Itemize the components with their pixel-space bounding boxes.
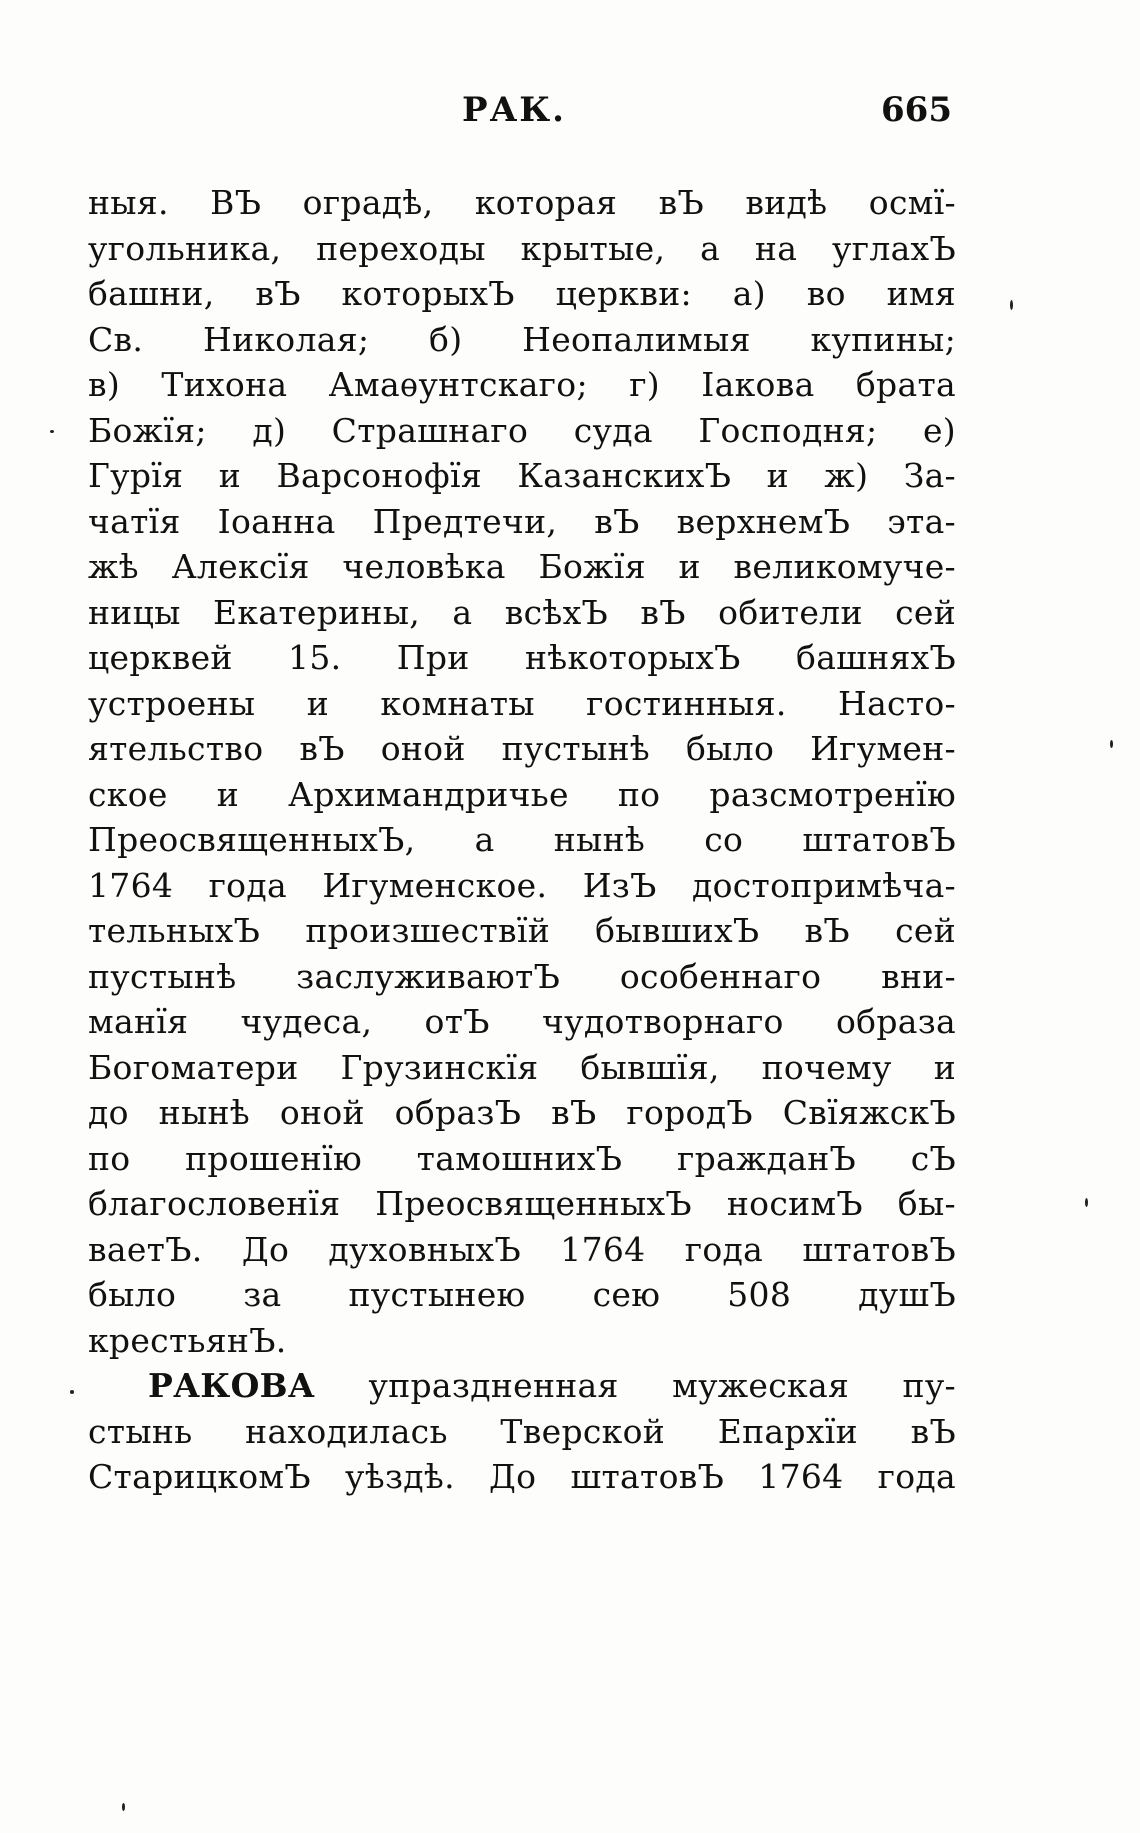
page-number: 665	[881, 90, 952, 130]
text-line: до нынѣ оной образЪ вЪ городЪ СвїяжскЪ	[88, 1093, 956, 1132]
text-line: Богоматери Грузинскїя бывшїя, почему и	[88, 1047, 956, 1087]
text-line: ваетЪ. До духовныхЪ 1764 года штатовЪ	[88, 1229, 956, 1269]
entry-text: упраздненная мужеская пу-	[368, 1366, 956, 1405]
text-line: ныя. ВЪ оградѣ, которая вЪ видѣ осмї-	[88, 183, 956, 222]
text-line: угольника, переходы крытые, а на углахЪ	[88, 228, 956, 268]
entry-first-line	[88, 1363, 956, 1409]
print-speck	[122, 1803, 125, 1811]
text-line: 1764 года Игуменское. ИзЪ достопримѣча-	[88, 865, 956, 905]
text-line: СтарицкомЪ уѣздѣ. До штатовЪ 1764 года	[88, 1457, 956, 1496]
text-line: церквей 15. При нѣкоторыхЪ башняхЪ	[88, 638, 956, 677]
text-line: тельныхЪ произшествїй бывшихЪ вЪ сей	[88, 911, 956, 950]
text-line: благословенїя ПреосвященныхЪ носимЪ бы-	[88, 1184, 956, 1223]
text-line: стынь находилась Тверской Епархїи вЪ	[88, 1411, 956, 1451]
text-line: чатїя Іоанна Предтечи, вЪ верхнемЪ эта-	[88, 501, 956, 541]
print-speck	[50, 430, 54, 433]
text-line: Св. Николая; б) Неопалимыя купины;	[88, 319, 956, 359]
text-line: по прошенїю тамошнихЪ гражданЪ сЪ	[88, 1138, 956, 1178]
entry-heading: РАКОВА	[148, 1366, 316, 1405]
text-line: пустынѣ заслуживаютЪ особеннаго вни-	[88, 956, 956, 996]
text-line: жѣ Алексїя человѣка Божїя и великомуче-	[88, 547, 956, 586]
text-line: башни, вЪ которыхЪ церкви: а) во имя	[88, 274, 956, 313]
print-speck	[70, 1390, 74, 1394]
text-line: Божїя; д) Страшнаго суда Господня; е)	[88, 410, 956, 450]
print-speck	[1110, 740, 1113, 748]
text-line: было за пустынею сею 508 душЪ	[88, 1275, 956, 1314]
text-line: устроены и комнаты гостинныя. Насто-	[88, 683, 956, 723]
text-line: ятельство вЪ оной пустынѣ было Игумен-	[88, 729, 956, 768]
running-head	[92, 90, 952, 140]
text-line: ницы Екатерины, а всѣхЪ вЪ обители сей	[88, 592, 956, 632]
body-text	[88, 180, 956, 1500]
text-line: крестьянЪ.	[88, 1320, 287, 1360]
text-line: ПреосвященныхЪ, а нынѣ со штатовЪ	[88, 820, 956, 859]
text-line: в) Тихона Амаѳунтскаго; г) Іакова брата	[88, 365, 956, 404]
text-line: ское и Архимандричье по разсмотренїю	[88, 774, 956, 814]
text-line: манїя чудеса, отЪ чудотворнаго образа	[88, 1002, 956, 1041]
running-title: РАК.	[462, 90, 567, 130]
print-speck	[1085, 1198, 1088, 1207]
text-line: Гурїя и Варсонофїя КазанскихЪ и ж) За-	[88, 456, 956, 495]
print-speck	[1010, 300, 1013, 310]
